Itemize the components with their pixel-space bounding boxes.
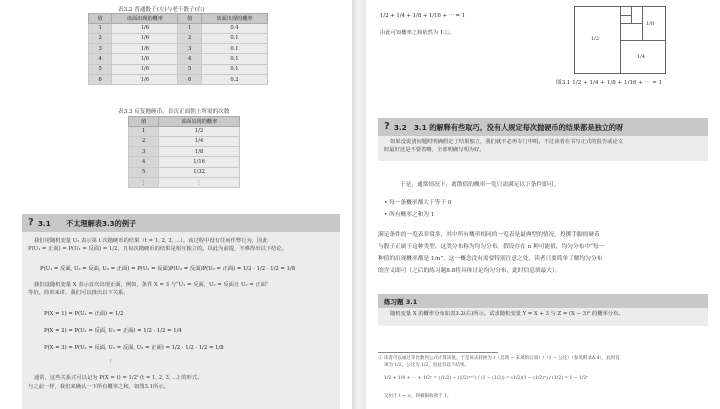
table-cell: 1/6: [112, 54, 178, 64]
table-cell: 0.1: [201, 33, 267, 43]
table-cell: 5: [89, 64, 112, 74]
table-cell: 1/8: [159, 147, 240, 157]
paragraph-line: 我们设随机变量 X 表示首次出现正面，例如，条件 X = 3 与“U₁ = 反面，U₂ = 反面且 U₃ = 正面”: [34, 282, 269, 288]
table-row: [89, 64, 268, 74]
left-page: [0, 0, 352, 409]
figure-caption: 图3.1 1/2 + 1/4 + 1/8 + 1/16 + ⋯ = 1: [556, 80, 663, 86]
table-row: [129, 126, 240, 136]
section-body: [22, 232, 340, 409]
header-cell: 值: [89, 14, 112, 24]
table-cell: 1/6: [112, 64, 178, 74]
paragraph-line: 的含义即可（之后的练习题8.8将具体讨论均匀分布，此时信息填最大）。: [378, 268, 561, 274]
equation: P(U₁ = 反面, U₂ = 反面, U₃ = 正面) = P(U₁ = 反面)P(U₂ = 反面)P(U₃ = 正面) = 1/2 · 1/2 · 1/2 = 1/8: [40, 266, 296, 272]
table-row: [129, 136, 240, 146]
table-cell: 5: [178, 64, 201, 74]
table-row: [129, 167, 240, 177]
table-cell: ⋮: [129, 177, 159, 187]
paragraph-line: 我们用随机变量 U₁ 表示第 t 次抛硬币的结果（t = 1, 2, 3, …）。该过程中没有任何作弊行为，因此: [34, 238, 268, 244]
header-cell: 该面出现的概率: [159, 117, 240, 127]
section-title: 3.1 的解释有些取巧。没有人规定每次抛硬币的结果都是独立的呀: [414, 123, 624, 132]
section-title: 不太理解表3.3的例子: [66, 219, 137, 228]
coin-table: [128, 116, 240, 188]
paragraph-line: 如果没说清问题时明确假定了结果独立，我们就不必再专门申明。不过读者在书写正式的报告或论文: [390, 139, 624, 145]
exercise-text: 随机变量 X 的概率分布如表3.2(右)所示。试求随机变量 Y = X + 3 与 Z = (X − 3)² 的概率分布。: [390, 311, 624, 317]
top-text: 由此可知概率之和依然为 1①。: [380, 30, 454, 36]
paragraph-line: 满足条件的一览表非常多，其中所有概率相同的一览表是最典型的情况。投掷手脚的硬币: [378, 232, 600, 238]
table-cell: 5: [129, 167, 159, 177]
table-cell: 4: [129, 157, 159, 167]
exercise-header: [378, 294, 708, 308]
bullet-item: [384, 198, 451, 208]
dice-table: [88, 13, 268, 85]
table-cell: 1/6: [112, 74, 178, 84]
table-cell: 3: [178, 44, 201, 54]
paragraph: 于是，通常情况下，离散值的概率一览只需满足以下条件即可。: [400, 182, 560, 188]
table-cell: ⋮: [159, 177, 240, 187]
table-cell: 1/6: [112, 44, 178, 54]
question-icon: ?: [28, 217, 34, 228]
table-cell: 6: [178, 74, 201, 84]
header-cell: 该面出现的概率: [112, 14, 178, 24]
paragraph-line: 时最好还是不要省略，全部明确写明为好。: [384, 147, 485, 153]
table-cell: 2: [178, 33, 201, 43]
figure-label: 1/8: [646, 21, 655, 27]
table-cell: 1: [129, 126, 159, 136]
bullet-text: 每一条概率都大于等于 0: [389, 200, 452, 206]
figure-label: 1/4: [637, 54, 646, 60]
table-row: [89, 74, 268, 84]
table-row: [129, 147, 240, 157]
table-cell: 1/2: [159, 126, 240, 136]
table-row: [89, 33, 268, 43]
header-cell: 该面出现的概率: [201, 14, 267, 24]
equation: P(X = 1) = P(U₁ = 正面) = 1/2: [44, 311, 124, 317]
table-cell: 1/6: [112, 23, 178, 33]
book-gutter: [352, 0, 366, 409]
table-cell: 1: [89, 23, 112, 33]
paragraph-line: 与之前一样，我们来确认一下所有概率之和，如图3.1所示。: [28, 384, 169, 390]
table-cell: 0.2: [201, 74, 267, 84]
table-row: [129, 157, 240, 167]
exercise-title: 练习题 3.1: [384, 298, 418, 306]
paragraph-line: 与骰子正属于这种类型。这类分布称为均匀分布。假设存在 n 种可能值，均匀分布中“每一: [378, 244, 605, 250]
figure-label: 1/2: [591, 36, 600, 42]
bullet-text: 所有概率之和为 1: [389, 212, 435, 218]
bullet-item: [384, 210, 434, 220]
table-cell: 0.1: [201, 64, 267, 74]
header-cell: 值: [129, 117, 159, 127]
table-row: [89, 54, 268, 64]
table-row: [89, 23, 268, 33]
table-cell: 1/16: [159, 157, 240, 167]
table-cell: 4: [89, 54, 112, 64]
paragraph-line: 等价。简单来讲，我们可以推出以下关系。: [28, 290, 129, 296]
footnote-line: ① 读者可以通过等比数列公式计算该值。于是该式转换为 r（首项 − 末项的后项）/（1 − 公比）（参见附录A.4），此时首: [378, 356, 620, 361]
header-cell: 值: [178, 14, 201, 24]
table2-caption: 表3.3 反复抛硬币，首次正面朝上所需的次数: [118, 109, 230, 115]
right-page: [366, 0, 720, 409]
table-header-row: [129, 117, 240, 127]
section-number: 3.1: [38, 219, 51, 228]
footnote-equation: 1/2 + 1/4 + ⋯ + 1/2ⁿ = ((1/2) − (1/2)ⁿ⁺¹) / (1 − (1/2)) = (1/2)(1 − (1/2)ⁿ) / (1/2) = 1 − 1/2ⁿ: [384, 376, 589, 381]
top-formula: 1/2 + 1/4 + 1/8 + 1/16 + ⋯ = 1: [380, 13, 466, 19]
table-header-row: [89, 14, 268, 24]
footnote-line: 项为 1/2，公比为 1/2，因此有以下结果。: [384, 363, 469, 368]
paragraph-line: P(U₁ = 正面) = P(U₁ = 反面) = 1/2，且每次抛硬币的结果是相互独立的。以此为前提，不难得出以下结论。: [28, 246, 288, 252]
footnote-divider: [378, 352, 498, 353]
table-cell: 0.4: [201, 23, 267, 33]
paragraph-line: 通常，这些关系式可以记为 P(X = t) = 1/2ᵗ (t = 1, 2, 3, …) 的形式。: [34, 375, 203, 381]
table-cell: 3: [89, 44, 112, 54]
section-number: 3.2: [394, 123, 407, 132]
bullet-icon: •: [384, 200, 390, 206]
table-cell: 2: [89, 33, 112, 43]
table-row: [89, 44, 268, 54]
square-figure: [574, 6, 666, 74]
table-cell: 3: [129, 147, 159, 157]
question-icon: ?: [384, 121, 390, 132]
table-cell: 1/6: [112, 33, 178, 43]
table-cell: 0.1: [201, 44, 267, 54]
paragraph-line: 种值的出现概率都是 1/n”。这一概念没有需要特别注意之处，读者只要简单了解均匀分布: [378, 256, 603, 262]
table-cell: 4: [178, 54, 201, 64]
equation-ellipsis: ⋮: [108, 359, 114, 365]
equation: P(X = 3) = P(U₁ = 反面, U₂ = 反面, U₃ = 正面) = 1/2 · 1/2 · 1/2 = 1/8: [44, 345, 224, 351]
table1-caption: 表3.2 普通骰子(左)与老千骰子(右): [118, 7, 205, 13]
table-cell: 1/4: [159, 136, 240, 146]
table-cell: 1/32: [159, 167, 240, 177]
equation: P(X = 2) = P(U₁ = 反面, U₂ = 正面) = 1/2 · 1/2 = 1/4: [44, 328, 182, 334]
table-row: [129, 177, 240, 187]
table-cell: 6: [89, 74, 112, 84]
footnote-line: 又由于 t → ∞，得极限收敛于 1。: [384, 394, 452, 399]
bullet-icon: •: [384, 212, 390, 218]
table-cell: 2: [129, 136, 159, 146]
table-cell: 1: [178, 23, 201, 33]
table-cell: 0.1: [201, 54, 267, 64]
